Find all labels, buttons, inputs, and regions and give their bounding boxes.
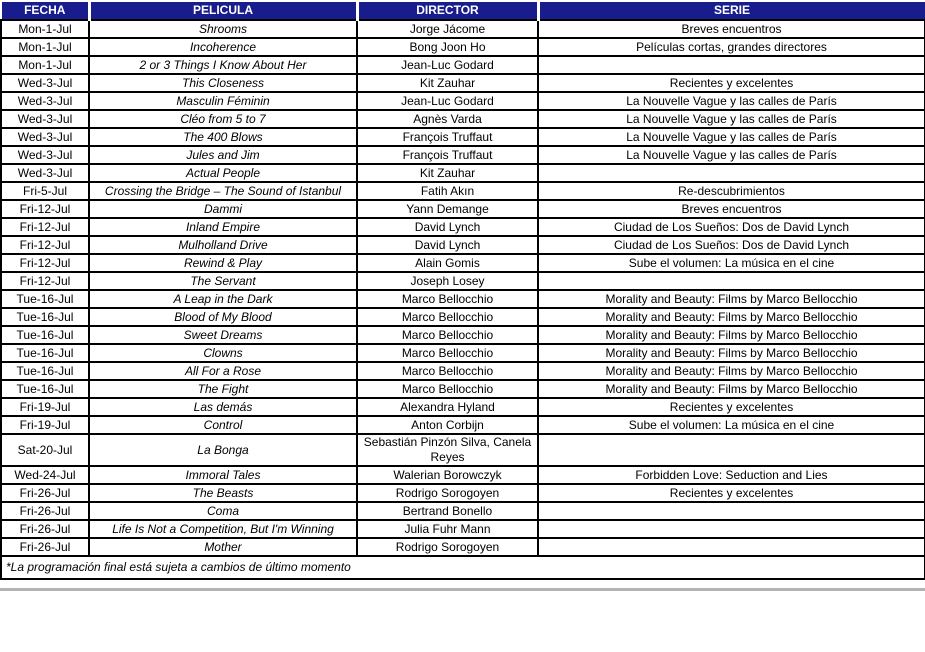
cell-pelicula: Clowns (89, 344, 357, 362)
bottom-divider (0, 588, 925, 591)
cell-serie: Morality and Beauty: Films by Marco Bellocchio (538, 326, 925, 344)
cell-serie: Breves encuentros (538, 20, 925, 38)
table-row (1, 20, 925, 38)
cell-fecha: Tue-16-Jul (1, 344, 89, 362)
cell-director: Rodrigo Sorogoyen (357, 484, 538, 502)
cell-fecha: Wed-3-Jul (1, 92, 89, 110)
cell-pelicula: Incoherence (89, 38, 357, 56)
table-row (1, 398, 925, 416)
cell-fecha: Fri-26-Jul (1, 520, 89, 538)
table-row (1, 362, 925, 380)
cell-serie: Morality and Beauty: Films by Marco Bellocchio (538, 308, 925, 326)
table-row (1, 218, 925, 236)
cell-fecha: Tue-16-Jul (1, 380, 89, 398)
cell-fecha: Fri-12-Jul (1, 272, 89, 290)
cell-serie: Ciudad de Los Sueños: Dos de David Lynch (538, 218, 925, 236)
cell-pelicula: Rewind & Play (89, 254, 357, 272)
cell-director: Sebastián Pinzón Silva, Canela Reyes (357, 434, 538, 466)
table-row (1, 272, 925, 290)
cell-serie: Morality and Beauty: Films by Marco Bellocchio (538, 290, 925, 308)
cell-director: Marco Bellocchio (357, 290, 538, 308)
cell-fecha: Fri-19-Jul (1, 416, 89, 434)
table-row (1, 74, 925, 92)
cell-serie: La Nouvelle Vague y las calles de París (538, 92, 925, 110)
cell-director: Anton Corbijn (357, 416, 538, 434)
cell-pelicula: This Closeness (89, 74, 357, 92)
cell-fecha: Mon-1-Jul (1, 20, 89, 38)
cell-director: Marco Bellocchio (357, 308, 538, 326)
cell-director: Marco Bellocchio (357, 326, 538, 344)
cell-fecha: Fri-12-Jul (1, 254, 89, 272)
cell-fecha: Wed-24-Jul (1, 466, 89, 484)
cell-serie: La Nouvelle Vague y las calles de París (538, 128, 925, 146)
cell-fecha: Tue-16-Jul (1, 290, 89, 308)
cell-pelicula: The Fight (89, 380, 357, 398)
cell-director: Marco Bellocchio (357, 344, 538, 362)
cell-fecha: Wed-3-Jul (1, 110, 89, 128)
column-header-director: DIRECTOR (357, 1, 538, 20)
table-row (1, 380, 925, 398)
table-row (1, 110, 925, 128)
cell-serie: Sube el volumen: La música en el cine (538, 416, 925, 434)
cell-pelicula: The Servant (89, 272, 357, 290)
table-row (1, 200, 925, 218)
column-header-fecha: FECHA (1, 1, 89, 20)
cell-pelicula: Blood of My Blood (89, 308, 357, 326)
table-row (1, 128, 925, 146)
cell-serie: Breves encuentros (538, 200, 925, 218)
table-row (1, 502, 925, 520)
cell-serie: Películas cortas, grandes directores (538, 38, 925, 56)
cell-pelicula: Life Is Not a Competition, But I'm Winning (89, 520, 357, 538)
cell-director: Marco Bellocchio (357, 362, 538, 380)
table-row (1, 538, 925, 556)
cell-fecha: Tue-16-Jul (1, 308, 89, 326)
cell-fecha: Mon-1-Jul (1, 38, 89, 56)
cell-director: Bertrand Bonello (357, 502, 538, 520)
cell-director: David Lynch (357, 218, 538, 236)
cell-serie (538, 502, 925, 520)
cell-serie (538, 538, 925, 556)
cell-fecha: Wed-3-Jul (1, 146, 89, 164)
cell-pelicula: Las demás (89, 398, 357, 416)
cell-director: Alain Gomis (357, 254, 538, 272)
table-row (1, 484, 925, 502)
footnote: *La programación final está sujeta a cambios de último momento (1, 556, 925, 579)
cell-director: Julia Fuhr Mann (357, 520, 538, 538)
cell-serie (538, 520, 925, 538)
cell-director: Bong Joon Ho (357, 38, 538, 56)
table-row (1, 290, 925, 308)
cell-pelicula: Mother (89, 538, 357, 556)
cell-fecha: Fri-26-Jul (1, 538, 89, 556)
table-row (1, 308, 925, 326)
cell-pelicula: Crossing the Bridge – The Sound of Istanbul (89, 182, 357, 200)
cell-fecha: Fri-5-Jul (1, 182, 89, 200)
table-row (1, 236, 925, 254)
cell-fecha: Wed-3-Jul (1, 74, 89, 92)
cell-pelicula: Inland Empire (89, 218, 357, 236)
cell-serie: Sube el volumen: La música en el cine (538, 254, 925, 272)
cell-director: François Truffaut (357, 128, 538, 146)
table-row (1, 466, 925, 484)
cell-fecha: Fri-26-Jul (1, 484, 89, 502)
header-row (1, 1, 925, 20)
cell-director: Rodrigo Sorogoyen (357, 538, 538, 556)
table-row (1, 164, 925, 182)
cell-pelicula: Jules and Jim (89, 146, 357, 164)
cell-fecha: Sat-20-Jul (1, 434, 89, 466)
cell-director: Marco Bellocchio (357, 380, 538, 398)
cell-pelicula: Actual People (89, 164, 357, 182)
table-row (1, 146, 925, 164)
cell-director: Fatih Akın (357, 182, 538, 200)
cell-pelicula: Masculin Féminin (89, 92, 357, 110)
cell-director: Joseph Losey (357, 272, 538, 290)
cell-pelicula: Shrooms (89, 20, 357, 38)
cell-director: Walerian Borowczyk (357, 466, 538, 484)
cell-fecha: Fri-26-Jul (1, 502, 89, 520)
cell-director: David Lynch (357, 236, 538, 254)
footnote-row (1, 556, 925, 579)
cell-pelicula: The Beasts (89, 484, 357, 502)
cell-fecha: Tue-16-Jul (1, 326, 89, 344)
column-header-pelicula: PELICULA (89, 1, 357, 20)
cell-pelicula: The 400 Blows (89, 128, 357, 146)
cell-serie: Ciudad de Los Sueños: Dos de David Lynch (538, 236, 925, 254)
cell-fecha: Mon-1-Jul (1, 56, 89, 74)
cell-director: Yann Demange (357, 200, 538, 218)
cell-director: Jean-Luc Godard (357, 56, 538, 74)
cell-serie: Recientes y excelentes (538, 74, 925, 92)
cell-pelicula: Mulholland Drive (89, 236, 357, 254)
cell-director: Kit Zauhar (357, 164, 538, 182)
cell-serie: La Nouvelle Vague y las calles de París (538, 110, 925, 128)
cell-fecha: Wed-3-Jul (1, 164, 89, 182)
cell-fecha: Fri-12-Jul (1, 218, 89, 236)
column-header-serie: SERIE (538, 1, 925, 20)
cell-pelicula: All For a Rose (89, 362, 357, 380)
table-row (1, 56, 925, 74)
cell-serie (538, 164, 925, 182)
cell-fecha: Fri-12-Jul (1, 236, 89, 254)
cell-serie: Morality and Beauty: Films by Marco Bellocchio (538, 380, 925, 398)
cell-serie: Re-descubrimientos (538, 182, 925, 200)
table-row (1, 38, 925, 56)
cell-director: François Truffaut (357, 146, 538, 164)
table-row (1, 344, 925, 362)
cell-fecha: Tue-16-Jul (1, 362, 89, 380)
cell-director: Jorge Jácome (357, 20, 538, 38)
table-body (1, 20, 925, 556)
table-row (1, 182, 925, 200)
table-row (1, 326, 925, 344)
cell-serie: Recientes y excelentes (538, 484, 925, 502)
cell-fecha: Fri-12-Jul (1, 200, 89, 218)
cell-pelicula: Cléo from 5 to 7 (89, 110, 357, 128)
cell-pelicula: Control (89, 416, 357, 434)
cell-serie: Forbidden Love: Seduction and Lies (538, 466, 925, 484)
cell-pelicula: Dammi (89, 200, 357, 218)
cell-director: Agnès Varda (357, 110, 538, 128)
table-row (1, 434, 925, 466)
cell-pelicula: La Bonga (89, 434, 357, 466)
cell-serie: Recientes y excelentes (538, 398, 925, 416)
cell-fecha: Fri-19-Jul (1, 398, 89, 416)
cell-pelicula: Sweet Dreams (89, 326, 357, 344)
cell-pelicula: Coma (89, 502, 357, 520)
cell-director: Alexandra Hyland (357, 398, 538, 416)
table-row (1, 416, 925, 434)
table-row (1, 254, 925, 272)
cell-serie (538, 434, 925, 466)
cell-serie: Morality and Beauty: Films by Marco Bellocchio (538, 362, 925, 380)
cell-serie: Morality and Beauty: Films by Marco Bellocchio (538, 344, 925, 362)
cell-fecha: Wed-3-Jul (1, 128, 89, 146)
cell-director: Jean-Luc Godard (357, 92, 538, 110)
cell-director: Kit Zauhar (357, 74, 538, 92)
cell-serie (538, 272, 925, 290)
cell-pelicula: Immoral Tales (89, 466, 357, 484)
cell-pelicula: 2 or 3 Things I Know About Her (89, 56, 357, 74)
cell-serie (538, 56, 925, 74)
cell-serie: La Nouvelle Vague y las calles de París (538, 146, 925, 164)
table-row (1, 92, 925, 110)
table-row (1, 520, 925, 538)
cell-pelicula: A Leap in the Dark (89, 290, 357, 308)
